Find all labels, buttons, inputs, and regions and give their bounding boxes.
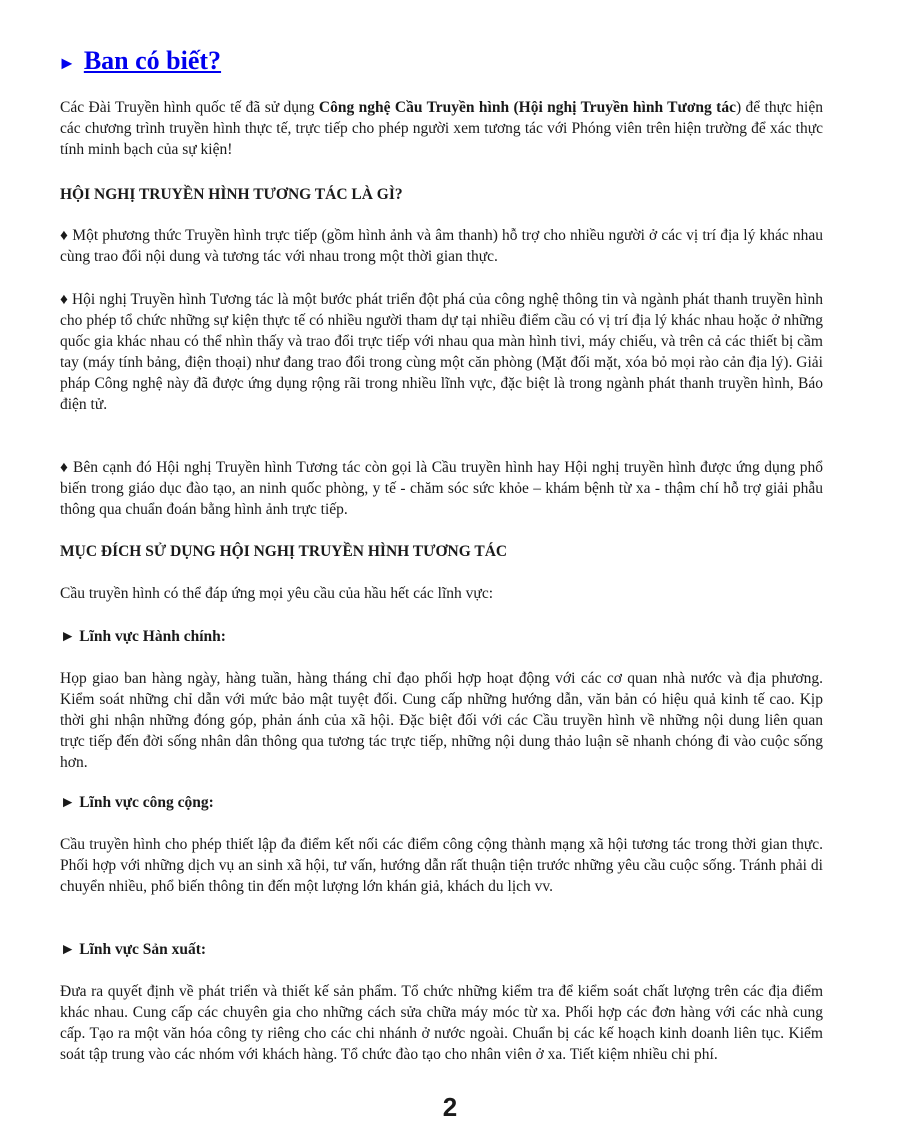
page-title (58, 44, 221, 80)
paragraph-definition: ♦ Một phương thức Truyền hình trực tiếp (gồm hình ảnh và âm thanh) hỗ trợ cho nhiều người ở các vị trí địa lý khác nhau cùng trao đổi nội dung và tương tác với nhau trong một thời gian thực. (60, 227, 823, 265)
paragraph-development: ♦ Hội nghị Truyền hình Tương tác là một bước phát triển đột phá của công nghệ thông tin và ngành phát thanh truyền hình cho phép tổ chức những sự kiện thực tế có nhiều người tham dự tại nhiều điểm cầu có vị trí địa lý khác nhau hoặc ở những quốc gia khác nhau có thể nhìn thấy và trao đổi trực tiếp với nhau qua màn hình tivi, máy chiếu, và trên cả các thiết bị cầm tay (máy tính bảng, điện thoại) như đang trao đổi trong cùng một căn phòng (Mặt đối mặt, xóa bỏ mọi rào cản địa lý). Giải pháp Công nghệ này đã được ứng dụng rộng rãi trong nhiều lĩnh vực, đặc biệt là trong ngành phát thanh truyền hình, Báo điện tử. (60, 291, 823, 413)
paragraph-applications: ♦ Bên cạnh đó Hội nghị Truyền hình Tương tác còn gọi là Cầu truyền hình hay Hội nghị truyền hình được ứng dụng phổ biến trong giáo dục đào tạo, an ninh quốc phòng, y tế - chăm sóc sức khỏe – khám bệnh từ xa - thậm chí hỗ trợ giải phẫu thông qua chuẩn đoán bằng hình ảnh trực tiếp. (60, 459, 823, 518)
section-heading-what-is: HỘI NGHỊ TRUYỀN HÌNH TƯƠNG TÁC LÀ GÌ? (60, 186, 403, 203)
field-text-public: Cầu truyền hình cho phép thiết lập đa điểm kết nối các điểm công cộng thành mạng xã hội tương tác trong thời gian thực. Phối hợp với những dịch vụ an sinh xã hội, tư vấn, hướng dẫn rất thuận tiện trước những yêu cầu cuộc sống. Tránh phải di chuyển nhiều, phổ biến thông tin đến một lượng lớn khán giả, khách du lịch vv. (60, 836, 823, 895)
field-label-public: ► Lĩnh vực công cộng: (60, 794, 214, 811)
arrow-icon: ► (58, 53, 76, 73)
field-text-production: Đưa ra quyết định về phát triển và thiết kế sản phẩm. Tổ chức những kiểm tra để kiểm soát chất lượng trên các địa điểm khác nhau. Cung cấp các chuyên gia cho những cách sửa chữa máy móc từ xa. Phối hợp các đơn hàng với các nhà cung cấp. Tạo ra một văn hóa công ty riêng cho các chi nhánh ở nước ngoài. Chuẩn bị các kế hoạch kinh doanh liên tục. Kiểm soát tập trung vào các nhóm với khách hàng. Tổ chức đào tạo cho nhân viên ở xa. Tiết kiệm nhiều chi phí. (60, 983, 823, 1063)
purpose-intro: Cầu truyền hình có thể đáp ứng mọi yêu cầu của hầu hết các lĩnh vực: (60, 585, 494, 602)
intro-text-end: ) để thực hiện các chương trình truyền hình thực tế, trực tiếp cho phép người xem tương tác với Phóng viên trên hiện trường để xác thực tính minh bạch của sự kiện! (60, 99, 823, 158)
field-label-administration: ► Lĩnh vực Hành chính: (60, 628, 226, 645)
field-label-production: ► Lĩnh vực Sản xuất: (60, 941, 207, 958)
intro-text-start: Các Đài Truyền hình quốc tế đã sử dụng (60, 99, 319, 116)
intro-bold-text: Công nghệ Cầu Truyền hình (Hội nghị Truyền hình Tương tác (318, 99, 736, 116)
page-number: 2 (442, 1092, 458, 1122)
section-heading-purpose: MỤC ĐÍCH SỬ DỤNG HỘI NGHỊ TRUYỀN HÌNH TƯƠNG TÁC (60, 543, 508, 560)
intro-paragraph (60, 97, 823, 160)
page-title-text: Ban có biết? (83, 46, 222, 75)
field-text-administration: Họp giao ban hàng ngày, hàng tuần, hàng tháng chỉ đạo phối hợp hoạt động với các cơ quan nhà nước và địa phương. Kiểm soát những chỉ dẫn với mức bảo mật tuyệt đối. Cung cấp những hướng dẫn, văn bản có hiệu quả kinh tế cao. Kịp thời ghi nhận những đóng góp, phản ánh của xã hội. Đặc biệt đối với các Cầu truyền hình về những nội dung liên quan trực tiếp đến đời sống nhân dân thông qua tương tác trực tiếp, những nội dung thảo luận sẽ nhanh chóng đi vào cuộc sống hơn. (60, 670, 823, 771)
